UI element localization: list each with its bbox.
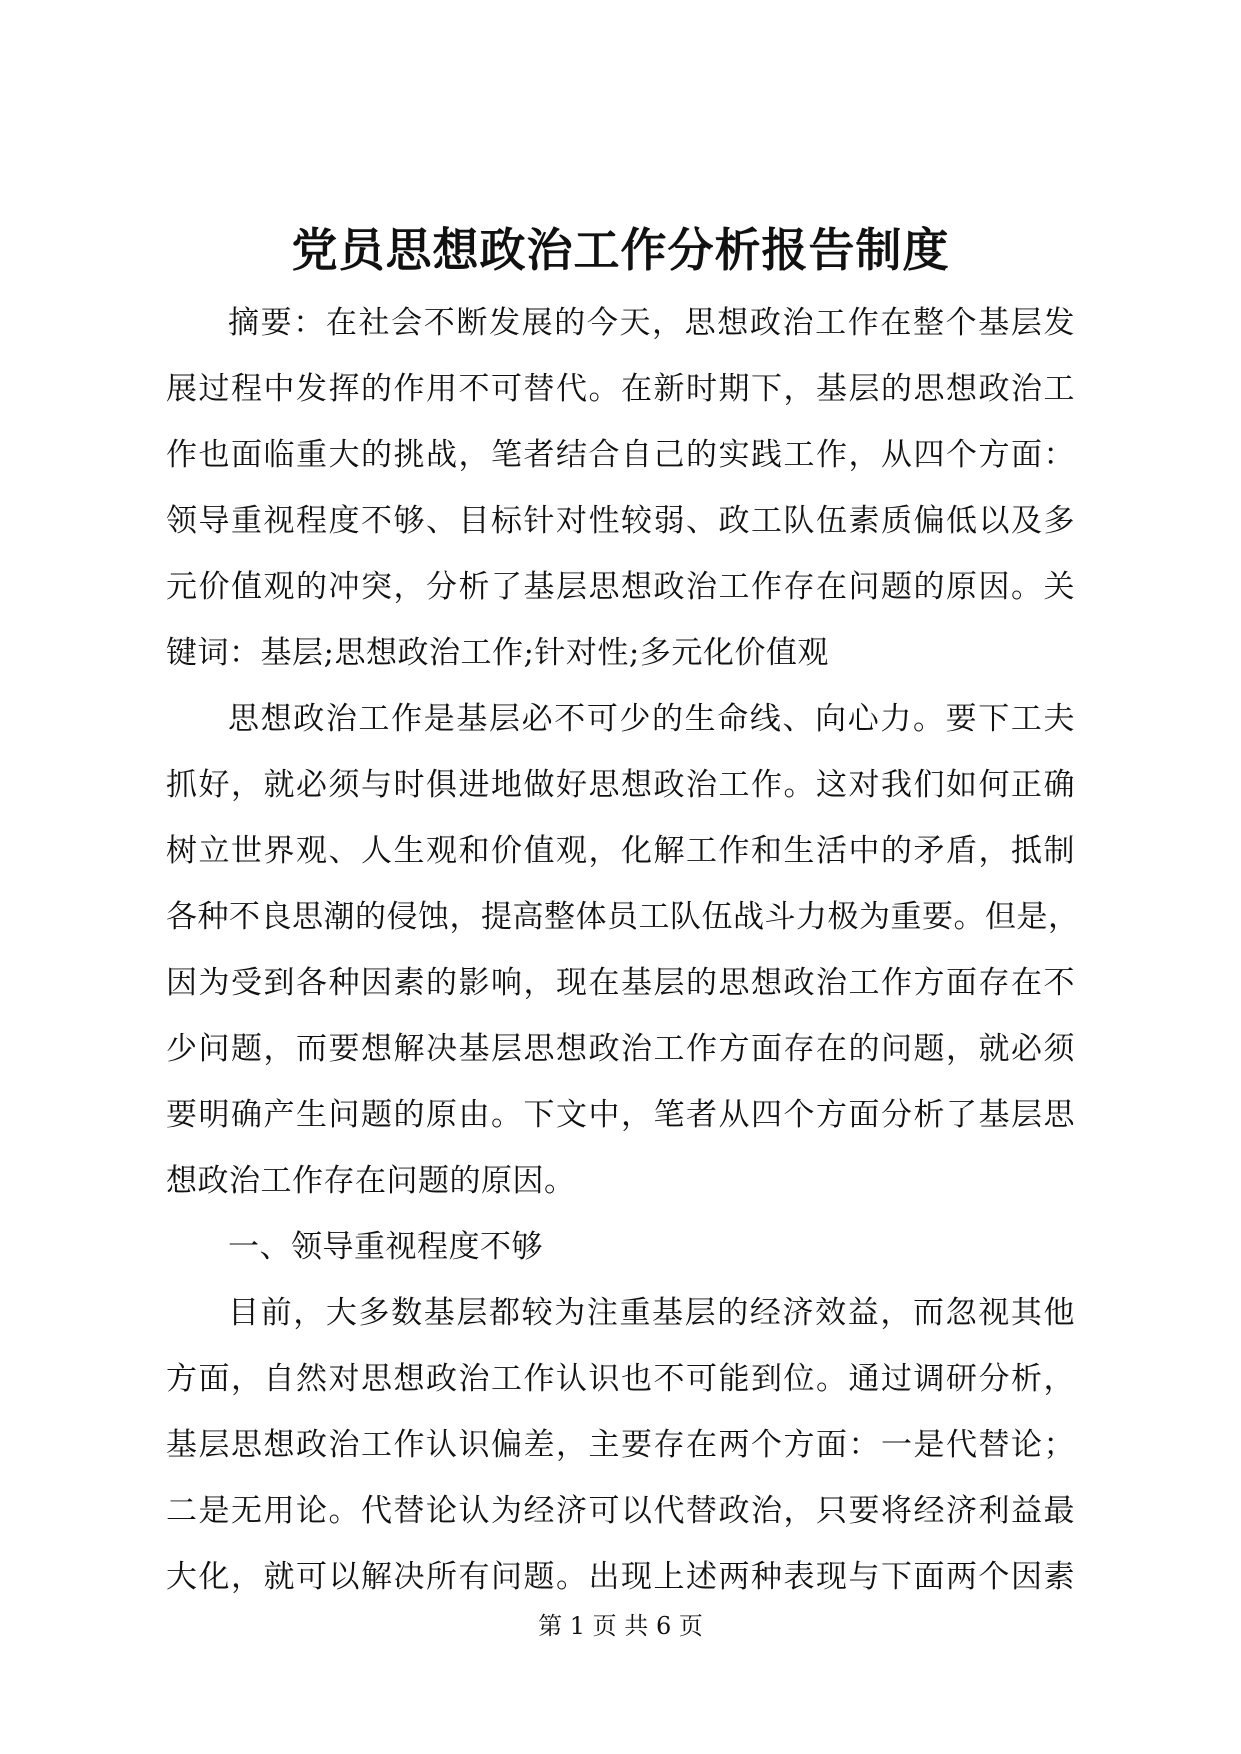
document-title: 党员思想政治工作分析报告制度 <box>291 223 950 277</box>
text-line: 思想政治工作是基层必不可少的生命线、向心力。要下工夫 <box>228 701 1075 737</box>
section-heading: 一、领导重视程度不够 <box>228 1229 543 1265</box>
text-line: 领导重视程度不够、目标针对性较弱、政工队伍素质偏低以及多 <box>166 503 1075 539</box>
text-line: 元价值观的冲突，分析了基层思想政治工作存在问题的原因。关 <box>166 569 1075 605</box>
text-line: 方面，自然对思想政治工作认识也不可能到位。通过调研分析， <box>166 1361 1075 1397</box>
text-line: 作也面临重大的挑战，笔者结合自己的实践工作，从四个方面： <box>166 437 1075 473</box>
text-line: 基层思想政治工作认识偏差，主要存在两个方面：一是代替论； <box>166 1427 1075 1463</box>
text-line: 键词：基层;思想政治工作;针对性;多元化价值观 <box>166 635 829 671</box>
text-line: 各种不良思潮的侵蚀，提高整体员工队伍战斗力极为重要。但是， <box>166 899 1080 935</box>
text-line: 要明确产生问题的原由。下文中，笔者从四个方面分析了基层思 <box>166 1097 1075 1133</box>
text-line: 二是无用论。代替论认为经济可以代替政治，只要将经济利益最 <box>166 1493 1075 1529</box>
text-line: 少问题，而要想解决基层思想政治工作方面存在的问题，就必须 <box>166 1031 1075 1067</box>
text-line: 树立世界观、人生观和价值观，化解工作和生活中的矛盾，抵制 <box>166 833 1075 869</box>
text-line: 目前，大多数基层都较为注重基层的经济效益，而忽视其他 <box>228 1295 1075 1331</box>
text-line: 摘要：在社会不断发展的今天，思想政治工作在整个基层发 <box>228 305 1075 341</box>
text-line: 抓好，就必须与时俱进地做好思想政治工作。这对我们如何正确 <box>166 767 1075 803</box>
page-footer: 第 1 页 共 6 页 <box>538 1612 703 1640</box>
text-line: 展过程中发挥的作用不可替代。在新时期下，基层的思想政治工 <box>166 371 1075 407</box>
text-line: 因为受到各种因素的影响，现在基层的思想政治工作方面存在不 <box>166 965 1075 1001</box>
text-line: 大化，就可以解决所有问题。出现上述两种表现与下面两个因素 <box>166 1559 1075 1595</box>
document-body <box>166 290 1080 1610</box>
text-line: 想政治工作存在问题的原因。 <box>166 1163 576 1199</box>
